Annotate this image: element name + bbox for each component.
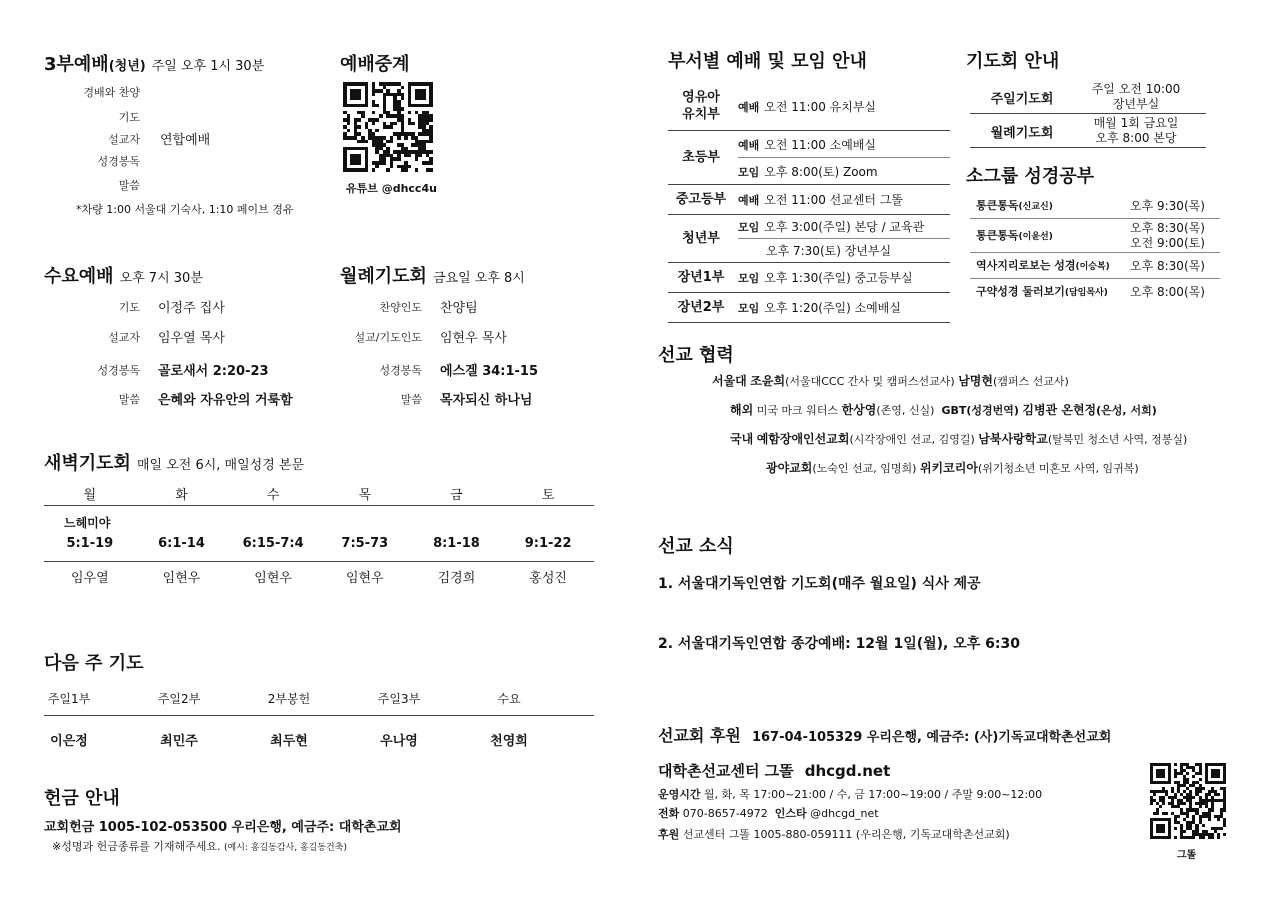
mission-region: 서울대: [712, 374, 747, 388]
department-time: 오전 11:00 유치부실: [764, 100, 877, 114]
dawn-day: 수: [266, 488, 280, 503]
wednesday-label: 말씀: [118, 393, 140, 406]
dawn-day: 화: [175, 488, 188, 503]
worship3-label: 기도: [118, 111, 140, 124]
monthly-label: 성경봉독: [379, 364, 422, 377]
department-time: 오전 11:00 소예배실: [764, 137, 877, 152]
mission-partner: 예함장애인선교회: [756, 432, 850, 446]
dawn-passage: 9:1-22: [524, 536, 572, 551]
mission-note: (시각장애인 선교, 김영길): [849, 433, 975, 446]
department-time: 오후 3:00(주일) 본당 / 교육관: [764, 220, 925, 234]
center-qr-code[interactable]: [1150, 763, 1226, 839]
dawn-passage: 5:1-19: [66, 536, 114, 551]
dawn-passage: 7:5-73: [341, 536, 389, 551]
department-schedule: [738, 218, 924, 235]
dawn-leader: 임현우: [345, 571, 384, 586]
center-hours-value: 월, 화, 목 17:00~21:00 / 수, 금 17:00~19:00 / 주말 9:00~12:00: [704, 788, 1043, 801]
small-group-time: 오후 8:00(목): [1130, 285, 1205, 299]
small-group-time: 오후 8:30(목): [1130, 259, 1205, 273]
worship3-time: 주일 오후 1시 30분: [151, 59, 265, 74]
dawn-passage: 6:1-14: [158, 536, 205, 551]
monthly-label: 찬양인도: [379, 301, 422, 314]
mission-partner: 위키코리아: [919, 461, 978, 475]
next-prayer-name: 우나영: [380, 734, 418, 749]
worship3-label: 성경봉독: [97, 155, 140, 168]
mission-partner: 광야교회: [766, 461, 813, 475]
mission-note: (서울대CCC 간사 및 캠퍼스선교사): [785, 375, 955, 388]
prayer-meeting-time: 매월 1회 금요일: [1093, 116, 1179, 130]
worship3-title-sub: (청년): [108, 59, 146, 74]
offering-note-example: (예시: 홍길동감사, 홍길동건축): [223, 843, 347, 853]
mission-note: (노숙인 선교, 임명희): [812, 462, 917, 475]
worship3-label: 경배와 찬양: [83, 86, 140, 99]
dawn-leader: 임현우: [254, 571, 292, 586]
department-schedule: [738, 163, 878, 180]
offering-note: [52, 838, 347, 854]
offering-note-main: ※성명과 헌금종류를 기재해주세요.: [52, 840, 221, 853]
center-support-label: 후원: [658, 828, 680, 841]
wednesday-label: 성경봉독: [97, 364, 140, 377]
monthly-title-main: 월례기도회: [340, 266, 427, 287]
worship3-title: [44, 50, 264, 76]
department-tag: 모임: [738, 165, 760, 179]
center-title-line: [658, 760, 890, 781]
next-prayer-slot: 수요: [497, 692, 521, 706]
dawn-leader: 임현우: [162, 571, 201, 586]
department-tag: 예배: [738, 101, 760, 114]
dawn-subtitle: 매일 오전 6시, 매일성경 본문: [136, 458, 305, 473]
department-schedule: [738, 242, 891, 259]
worship3-label: 설교자: [108, 133, 140, 146]
department-tag: 모임: [738, 272, 760, 285]
department-name: 장년1부: [677, 269, 725, 285]
mission-note: (위기청소년 미혼모 사역, 임귀복): [977, 462, 1139, 475]
worship3-note: *차량 1:00 서울대 기숙사, 1:10 페이브 경유: [76, 203, 294, 216]
dawn-day: 월: [83, 488, 97, 503]
mission-title: 선교 협력: [658, 345, 734, 366]
wednesday-value: 이정주 집사: [158, 301, 225, 316]
mission-line-domestic: [730, 430, 1187, 447]
dawn-day: 목: [358, 488, 372, 503]
department-name: 청년부: [682, 230, 720, 246]
dawn-title-main: 새벽기도회: [44, 453, 131, 474]
dawn-day: 토: [541, 488, 555, 503]
dawn-leader: 홍성진: [529, 571, 567, 586]
departments-title: 부서별 예배 및 모임 안내: [668, 51, 867, 72]
department-name: 영유아 유치부: [682, 90, 720, 122]
mission-line-overseas: [730, 401, 1157, 418]
mission-prefix: 미국 마크 워터스: [756, 404, 839, 417]
mission-prefix: GBT(성경번역): [941, 404, 1019, 417]
center-qr-caption: 그똘: [1177, 850, 1197, 861]
center-contact: [658, 805, 879, 821]
center-title: 대학촌선교센터 그똘: [658, 762, 794, 780]
mission-partner: 조윤희: [750, 374, 786, 388]
wednesday-label: 설교자: [108, 331, 140, 344]
small-group-name: 역사지리로보는 성경: [976, 259, 1076, 272]
mission-partner: 김병관 온현정: [1022, 403, 1097, 417]
mission-partner: 남북사랑학교: [978, 432, 1048, 446]
next-prayer-name: 천영희: [490, 734, 528, 749]
small-group-name-row: [976, 197, 1053, 213]
broadcast-caption: 유튜브 @dhcc4u: [346, 182, 437, 195]
worship3-label: 말씀: [118, 179, 140, 192]
youtube-qr-code[interactable]: [343, 82, 433, 172]
prayer-meeting-name: 월례기도회: [990, 126, 1054, 141]
mission-news-item-1: 1. 서울대기독인연합 기도회(매주 월요일) 식사 제공: [658, 576, 981, 592]
department-time: 오후 7:30(토) 장년부실: [766, 244, 892, 258]
next-prayer-name: 이은정: [50, 734, 88, 749]
small-group-name-row: [976, 283, 1108, 299]
prayer-meetings-title: 기도회 안내: [966, 51, 1060, 72]
department-schedule: [738, 136, 876, 153]
center-site[interactable]: dhcgd.net: [804, 762, 891, 780]
offering-account: 교회헌금 1005-102-053500 우리은행, 예금주: 대학촌교회: [44, 820, 402, 835]
prayer-meeting-place: 장년부실: [1112, 97, 1160, 111]
worship3-title-main: 3부예배: [44, 54, 109, 75]
department-tag: 모임: [738, 221, 760, 234]
mission-partner: 한상영: [841, 403, 877, 417]
next-prayer-slot: 주일1부: [47, 692, 91, 706]
dawn-passage: 8:1-18: [433, 536, 480, 551]
small-group-time: 오후 9:30(목): [1130, 199, 1205, 213]
broadcast-title: 예배중계: [340, 54, 410, 75]
support-account: 167-04-105329 우리은행, 예금주: (사)기독교대학촌선교회: [751, 730, 1112, 745]
support-line: [658, 723, 1111, 746]
small-group-name-row: [976, 257, 1110, 273]
department-tag: 예배: [738, 138, 760, 152]
next-prayer-name: 최민주: [160, 734, 198, 749]
small-group-name-row: [976, 227, 1053, 243]
next-prayer-slot: 주일3부: [377, 692, 421, 706]
mission-note: (캠퍼스 선교사): [992, 375, 1069, 388]
dawn-passages-row: [44, 536, 594, 551]
monthly-value: 에스겔 34:1-15: [440, 364, 539, 379]
wednesday-value: 골로새서 2:20-23: [158, 364, 269, 379]
department-schedule: [738, 299, 901, 316]
small-group-leader: (이승복): [1075, 262, 1110, 272]
wednesday-label: 기도: [118, 301, 140, 314]
mission-note: (탈북민 청소년 사역, 정봉실): [1047, 433, 1188, 446]
mission-region: 해외: [730, 403, 754, 417]
next-prayer-names-row: [14, 730, 564, 749]
center-insta-label: 인스타: [774, 807, 807, 820]
prayer-meeting-name: 주일기도회: [990, 92, 1054, 107]
department-tag: 모임: [738, 302, 760, 315]
center-hours-label: 운영시간: [658, 788, 701, 801]
next-prayer-name: 최두현: [270, 734, 308, 749]
department-time: 오후 1:20(주일) 소예배실: [764, 301, 901, 315]
department-time: 오후 8:00(토) Zoom: [764, 164, 878, 179]
department-schedule: [738, 269, 913, 286]
department-name: 초등부: [682, 149, 720, 165]
dawn-leader: 김경희: [437, 571, 476, 586]
center-insta[interactable]: @dhcgd_net: [810, 807, 879, 820]
small-group-leader: (이윤선): [1018, 232, 1053, 242]
dawn-leader: 임우열: [70, 571, 109, 586]
small-group-name: 통큰통독: [976, 199, 1019, 212]
small-group-name: 구약성경 둘러보기: [976, 285, 1065, 298]
prayer-meeting-place: 오후 8:00 본당: [1095, 131, 1177, 145]
worship3-value: 연합예배: [160, 133, 211, 148]
mission-note: (은성, 서희): [1096, 404, 1157, 417]
center-support-value: 선교센터 그똘 1005-880-059111 (우리은행, 기독교대학촌선교회): [682, 828, 1010, 841]
dawn-days-row: [44, 484, 594, 503]
dawn-leaders-row: [44, 567, 594, 586]
monthly-value: 목자되신 하나님: [440, 393, 533, 408]
department-tag: 예배: [738, 194, 760, 207]
small-group-name: 통큰통독: [976, 229, 1019, 242]
mission-line-domestic-2: [766, 459, 1139, 476]
dawn-passage: 6:15-7:4: [242, 536, 304, 551]
next-prayer-slot: 주일2부: [157, 692, 201, 706]
mission-line-seoul: [712, 372, 1069, 389]
department-time: 오후 1:30(주일) 중고등부실: [764, 271, 913, 285]
center-phone: 070-8657-4972: [682, 807, 768, 820]
center-support: [658, 826, 1010, 842]
monthly-value: 임현우 목사: [440, 331, 507, 346]
wednesday-title: [44, 262, 203, 288]
mission-note: (존영, 신실): [876, 404, 935, 417]
dawn-book: 느헤미야: [64, 516, 111, 530]
small-group-leader: (담임목사): [1064, 288, 1108, 298]
department-schedule: [738, 98, 876, 115]
mission-news-title: 선교 소식: [658, 536, 734, 557]
monthly-title: [340, 262, 525, 288]
department-time: 오전 11:00 선교센터 그똘: [764, 193, 904, 207]
wednesday-value: 임우열 목사: [158, 331, 225, 346]
monthly-time: 금요일 오후 8시: [432, 271, 525, 286]
offering-title: 헌금 안내: [44, 788, 120, 809]
dawn-day: 금: [450, 488, 463, 503]
department-name: 중고등부: [675, 191, 727, 207]
small-groups-title: 소그룹 성경공부: [966, 166, 1094, 187]
center-hours: [658, 786, 1042, 802]
monthly-label: 설교/기도인도: [354, 331, 422, 344]
small-group-leader: (신교신): [1018, 202, 1053, 212]
mission-partner: 남명현: [958, 374, 993, 388]
wednesday-time: 오후 7시 30분: [119, 271, 203, 286]
mission-news-item-2: 2. 서울대기독인연합 종강예배: 12월 1일(월), 오후 6:30: [658, 636, 1020, 652]
small-group-time: 오전 9:00(토): [1130, 236, 1205, 250]
wednesday-title-main: 수요예배: [44, 266, 114, 287]
monthly-value: 찬양팀: [440, 301, 478, 316]
monthly-label: 말씀: [400, 393, 422, 406]
department-schedule: [738, 191, 903, 208]
next-prayer-title: 다음 주 기도: [44, 653, 144, 674]
prayer-meeting-time: 주일 오전 10:00: [1091, 82, 1181, 96]
dawn-title: [44, 449, 304, 475]
wednesday-value: 은혜와 자유안의 거룩함: [158, 393, 293, 408]
next-prayer-slot: 2부봉헌: [267, 692, 311, 706]
mission-region: 국내: [730, 432, 754, 446]
department-name: 장년2부: [677, 299, 725, 315]
center-phone-label: 전화: [658, 807, 680, 820]
support-title: 선교회 후원: [658, 726, 741, 745]
next-prayer-slots-row: [14, 690, 564, 707]
small-group-time: 오후 8:30(목): [1130, 221, 1205, 235]
